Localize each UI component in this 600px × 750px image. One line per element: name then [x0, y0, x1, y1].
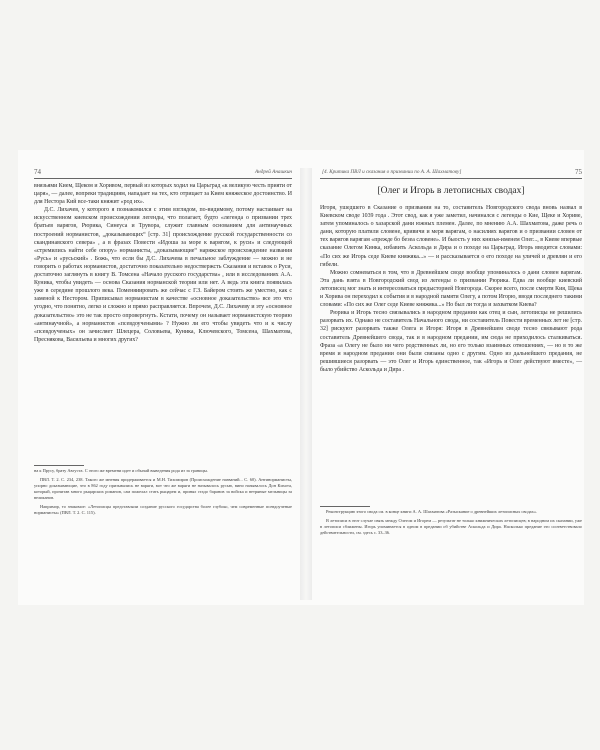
right-paragraph: Игоря, ушедшего в Сказание о призвании на то, составитель Новгородского свода вновь назвал в Киевском своде 1039 года . Этот свод, как я уже заметил, начинался с легенды о Кие, Щеке и Хориве, затем упоминалось о хазарской дани южных племен. Далее, по мнению А.А. Шахматова, даже речь о дани, которую платили словене, кривичи и меря варягам, о насилиях варягов и о призвании словен от тех варягов варягам «прежде бо безеа словене». И быость у них князья-именем Олег..., в Киеве впервые сказание Олегом Кинка, избавить Аскольда и Дира и о походе на Царьград. Игорь вводится словами: «По сих же Игорь седе Киеве княжяка...» — и рассказывается о его походе на уличей и древлян и его гибели. — [320, 205, 582, 268]
right-body-text — [320, 182, 582, 374]
left-page — [34, 168, 292, 598]
left-body-text — [34, 182, 292, 344]
right-footnote-rule — [320, 506, 370, 507]
left-paragraph: внязьями Кием, Щеком и Хоривом, первый из которых ходил на Царьград «к великую честь прияти от царя», — далее, вопреки традициям, нападает на тех, кто отрицает за Кием княжеское достоинство. И для Нестора Кий все-таки княжит «род их». — [34, 183, 292, 206]
right-page — [320, 168, 582, 598]
right-footnotes — [320, 509, 582, 539]
left-page-number: 74 — [34, 168, 41, 176]
right-footnote: Реконструкцию этого свода см. в конце книги А. А. Шахматова «Разыскание о древнейших летописных сводах». — [326, 509, 538, 514]
section-heading: [Олег и Игорь в летописных сводах] — [377, 186, 525, 196]
right-header-rule — [320, 178, 582, 179]
left-running-title: Андрей Анашкин — [255, 169, 292, 175]
left-footnotes — [34, 468, 292, 519]
left-paragraph: Д.С. Лихачев, у которого я познакомился с этим взглядом, по-видимому, потому настаивает на искусственном киевском происхождении легенды, что полагает, будто «легенда о призвании трех братьев варягов, Рюрика, Синеуса и Трувора, служит главным основанием для антинаучных построений норманистов, „доказывающих“ [стр. 31] происхождение русской государственности со скандинавского севера» , а в фразах Повести «Идоша за море к варягом, к руси» и следующей «стремились найти себе опору» норманисты, „доказывающие“ наряжское происхождение названия «Русь» и «русьский» . Божь, что если бы Д.С. Лихачева в печальное заблуждение — можно и не говорить о работах норманистов, достаточно показательно недоствержсть Сказания и вставок о Руси, достаточно заглянуть в книгу В. Томсена «Начало русского государства» , или в исследованиях А.А. Куника, чтобы увидеть — основа Сказания норманской теории или нет. А ведь эта книга появилась уже в середине прошлого века. Поменяиировать же сейчас с Г.З. Байером стоить же уместно, как с заменой к Нестором. Приписывал норманистам в качестве «основное доказательство» все это что угодно, что понятно, легко и сложно и прямо расправляется. Впрочем, Д.С. Лихачеву и эту «основное доказательство» это не так просто опровергнуть. Кстати, почему он называет норманистскую теорию «антинаучной», а норманистов «псевдоучеными» ? Нужно ли его чтобы увидеть что и к числу «псевдоученых» он зачисляет Шлецера, Соловьева, Куника, Ключевского, Томсена, Шахматова, Преснякова, Васильева и многих других? — [34, 207, 292, 343]
left-running-header — [34, 168, 292, 178]
right-page-number: 75 — [575, 168, 582, 176]
left-header-rule — [34, 178, 292, 179]
right-running-header — [320, 168, 582, 178]
right-footnote: В летописи в этот случае связь между Олегом и Игорем — результат не только книжнических летописцев; в народном их сказании, уже в летописи сближены. Игорь упоминается в одном в предании об убийстве Аскольда и Дира. Насколько предание это соответствовало действительности, см. здесь с. 33–36. — [320, 518, 582, 535]
right-running-title: [4. Критика ПВЛ и сказания о призвании по А. А. Шахматову] — [322, 169, 462, 175]
left-footnote-rule — [34, 465, 84, 466]
left-footnote: на к Прусу, брату Августа. С этого же времени идет и обычай выведения рода из за границы. — [34, 468, 208, 473]
left-footnote: ПВЛ. Т. 2. С. 234, 238. Такого же мнения придерживается и М.Н. Тихомиров (Происхождение названий... С. 60). Антинорманисты, упорно доказывающие, что в 862 году призывались не варяги, вот что же варяги не называлось русью, вино называлось Дон Кихота, который, прочитав много рыцарских романов, сам пожелал стать рыцарем и, принял стадо баранов за войска и ветряные мельницы за великанов. — [34, 477, 292, 500]
right-paragraph: Рюрика и Игорь тесно связывались в народном предании как отец и сын, летописцы не решились разорвать их. Однако не составитель Начального свода, ни составитель Повести временных лет не [стр. 32] рискуют разорвать также Олега и Игоря: Игоря в Древнейшем своде тесно связывают рода составитель Древнейшего свода, так и в народном предании, им сюда не приходилось сталкиваться. Фраза «а Олегу не было ни чего родственных ли, но его только взаимных отношениях, — но в то же время и народном предании они были связаны одно с другим. Одно из дальнейшего предания, не решившиеся разорвать — это Олег и Игорь единственное, так «Игорь и Олег действуют вместе», — было убийство Аскольда и Дира . — [320, 310, 582, 373]
right-paragraph: Можно сомневаться в том, что в Древнейшем своде вообще упоминалось о дани словен варягам. Эта дань взята в Новгородский свод из легенды о призвании Рюрика. Едва ли вообще киевский летописец мог знать и интересоваться предысторией Новгорода. Скорее всего, после смерти Кия, Щека и Хорива он переходил к события и в народной памяти Олегу, а потом Игорю, вводя последнего такими словами: «По сих же Олег седе Киеве княжяка...» Но был ли тогда и захватком Киева? — [320, 269, 582, 309]
book-gutter — [300, 168, 312, 600]
left-footnote: Напримэр, то знакомое: «Летописцы представляли создание русского государства более глубоко, чем современные псевдоученые норманисты» (ПВЛ. Т. 2. С. 115). — [34, 504, 292, 515]
